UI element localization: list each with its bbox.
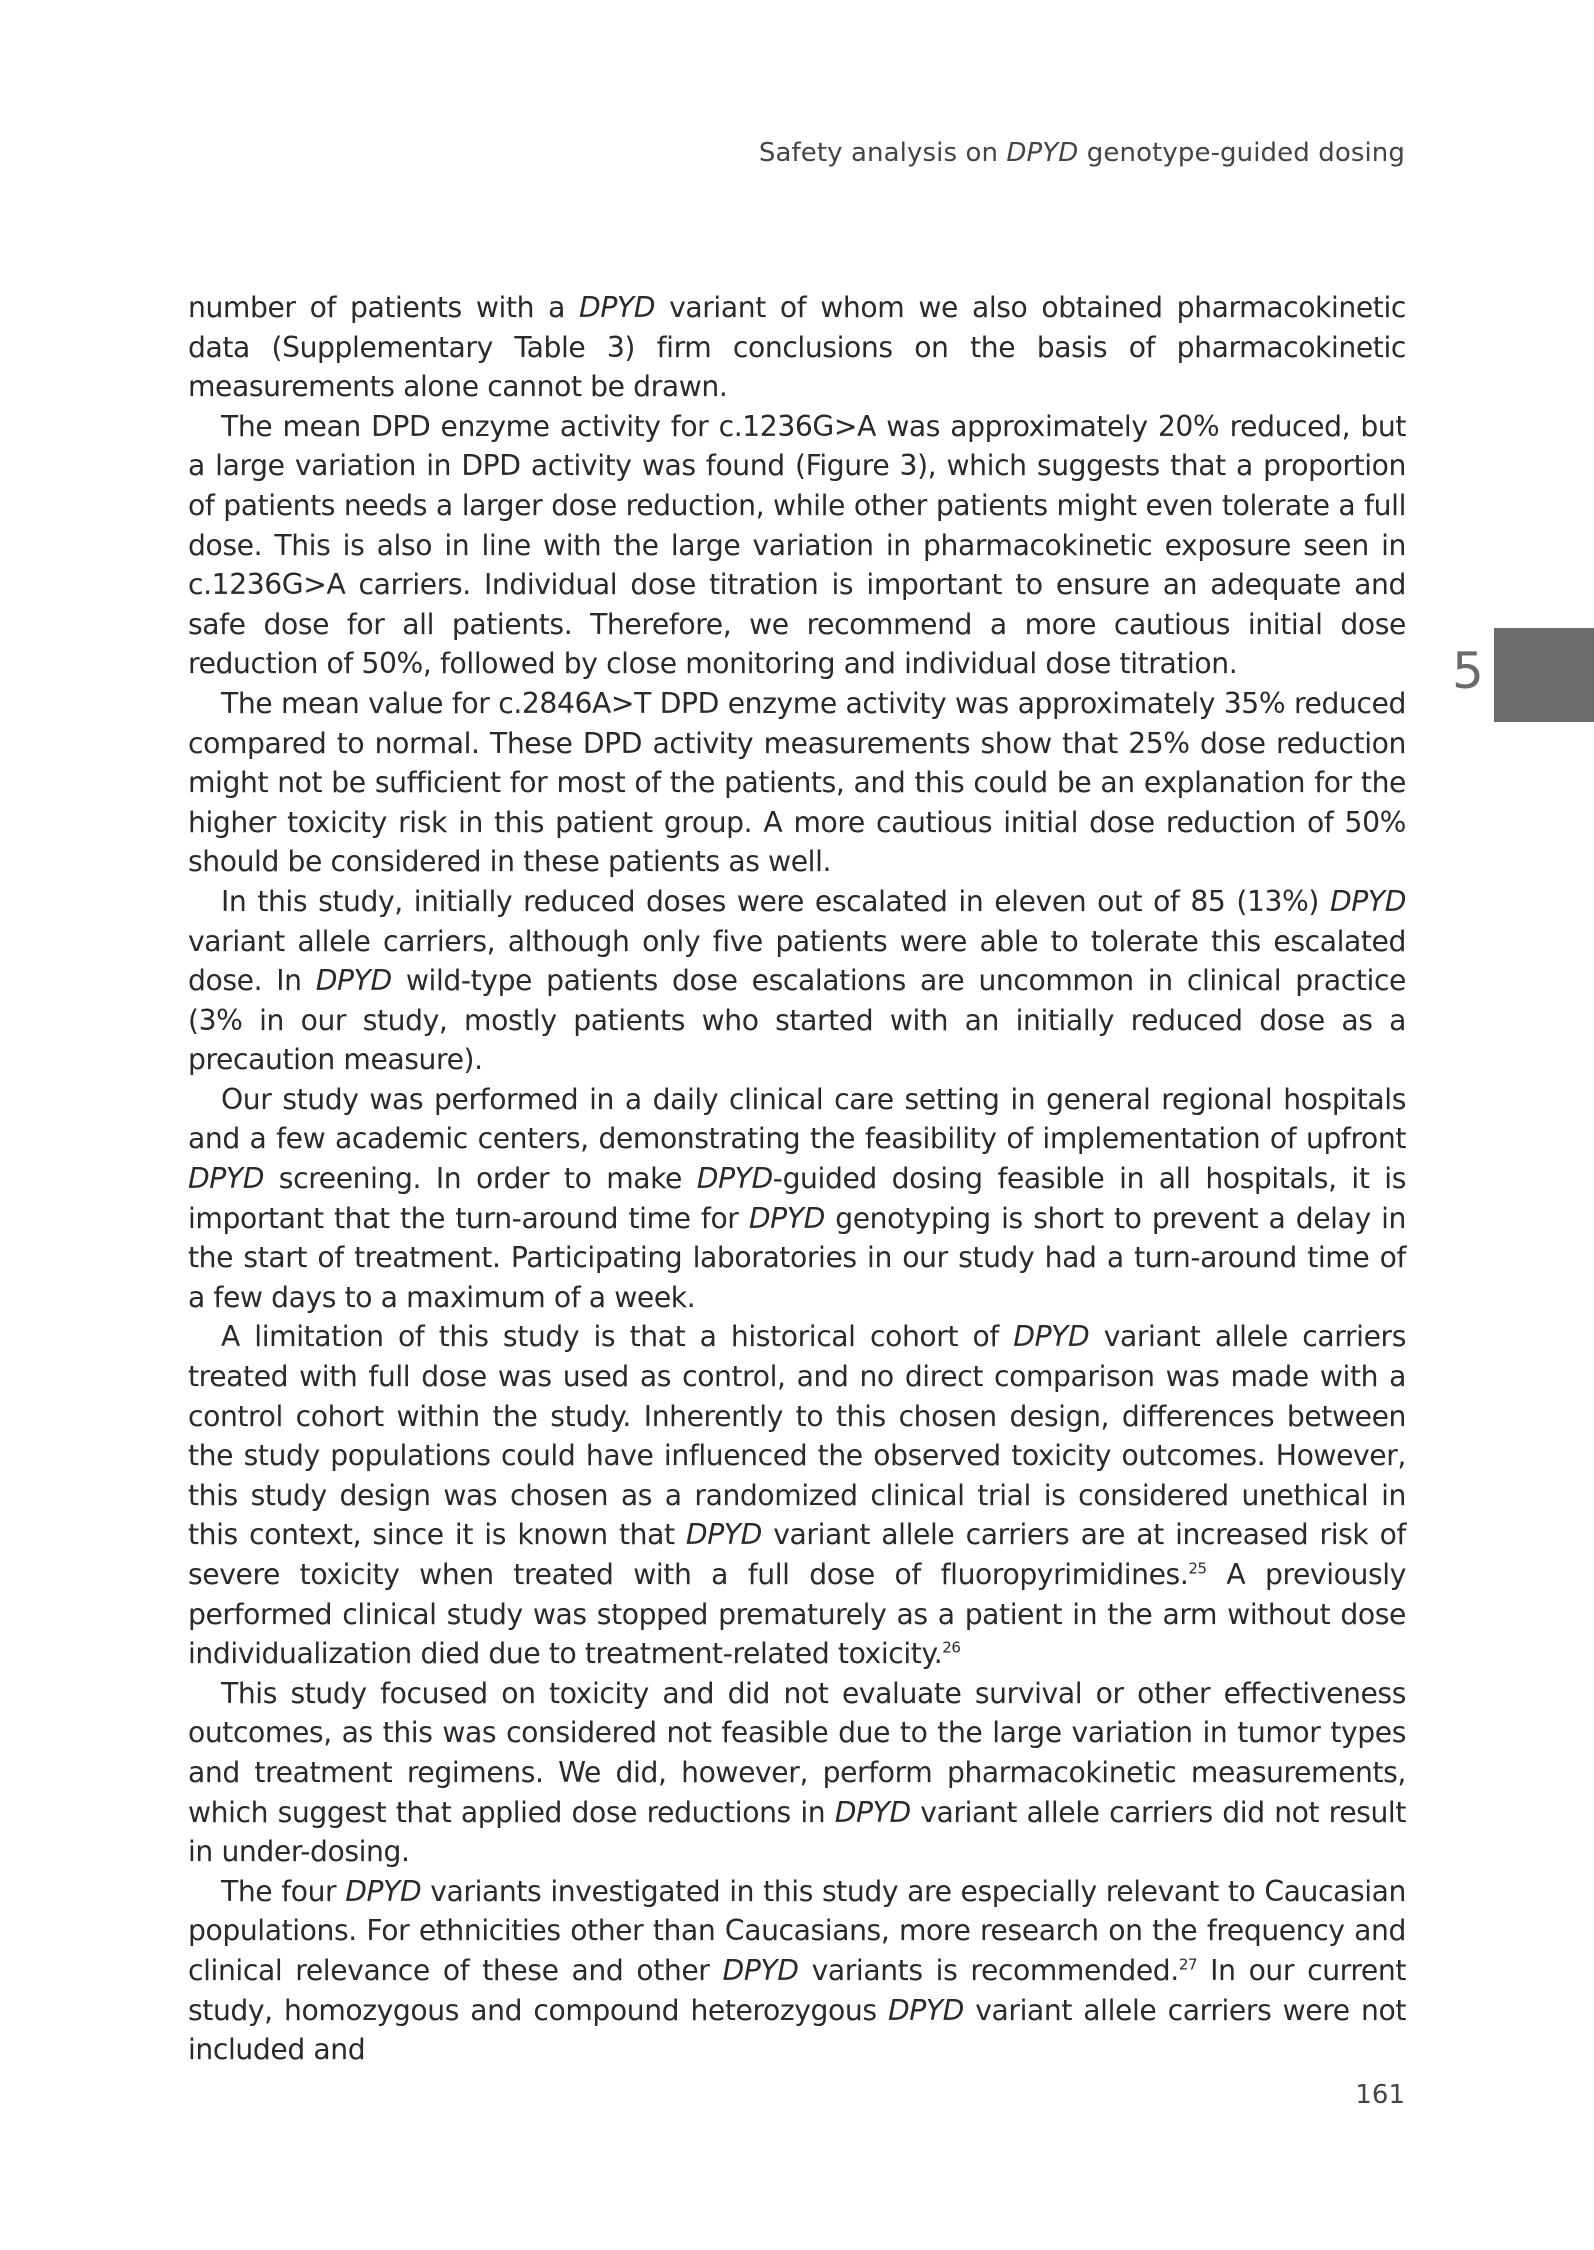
text-run: -guided dosing feasible in all hospitals, it is important that the turn-around time for bbox=[188, 1162, 1406, 1235]
body-paragraph bbox=[188, 684, 1406, 882]
body-paragraph bbox=[188, 1674, 1406, 1872]
body-paragraph bbox=[188, 1317, 1406, 1673]
gene-name: DPYD bbox=[722, 1953, 799, 1987]
text-run: In our current study, homozygous and compound heterozygous bbox=[188, 1953, 1406, 2027]
gene-name: DPYD bbox=[579, 291, 656, 324]
text-run: This study focused on toxicity and did not evaluate survival or other effectiveness outcomes, as this was considered not feasible due to the large variation in tumor types and treatment regimens. We did, however, perform pharmacokinetic measurements, which suggest that applied dose reductions in bbox=[188, 1676, 1406, 1829]
gene-name: DPYD bbox=[685, 1518, 762, 1552]
chapter-tab bbox=[1494, 628, 1594, 722]
citation-superscript: 26 bbox=[942, 1638, 961, 1657]
text-run: variant allele carriers did not result in under-dosing. bbox=[188, 1795, 1406, 1869]
header-gene-name: DPYD bbox=[1006, 138, 1079, 168]
text-run: number of patients with a bbox=[188, 291, 580, 324]
text-run: A limitation of this study is that a historical cohort of bbox=[221, 1320, 1014, 1354]
text-run: screening. In order to make bbox=[264, 1162, 697, 1196]
header-text-pre: Safety analysis on bbox=[758, 138, 1007, 168]
gene-name: DPYD bbox=[887, 1993, 964, 2027]
text-run: The mean value for c.2846A>T DPD enzyme activity was approximately 35% reduced compared to normal. These DPD activity measurements show that 25% dose reduction might not be sufficient for most of the patients, and this could be an explanation for the higher toxicity risk in this patient group. A more cautious initial dose reduction of 50% should be considered in these patients as well. bbox=[188, 686, 1406, 879]
text-run: variant allele carriers are at increased risk of severe toxicity when treated with a full dose of fluoropyrimidines. bbox=[188, 1518, 1406, 1591]
gene-name: DPYD bbox=[188, 1162, 265, 1196]
body-paragraph bbox=[188, 288, 1406, 407]
text-run: Our study was performed in a daily clinical care setting in general regional hospitals and a few academic centers, demonstrating the feasibility of implementation of upfront bbox=[188, 1082, 1406, 1156]
body-paragraph bbox=[188, 407, 1406, 684]
text-run: The four bbox=[221, 1874, 346, 1908]
body-paragraph bbox=[188, 1872, 1406, 2070]
text-run: The mean DPD enzyme activity for c.1236G>A was approximately 20% reduced, but a large variation in DPD activity was found (Figure 3), which suggests that a proportion of patients needs a larger dose reduction, while other patients might even tolerate a full dose. This is also in line with the large variation in pharmacokinetic exposure seen in c.1236G>A carriers. Individual dose titration is important to ensure an adequate and safe dose for all patients. Therefore, we recommend a more cautious initial dose reduction of 50%, followed by close monitoring and individual dose titration. bbox=[188, 409, 1406, 681]
text-run: wild-type patients dose escalations are uncommon in clinical practice (3% in our study, mostly patients who started with an initially reduced dose as a precaution measure). bbox=[188, 964, 1407, 1077]
citation-superscript: 25 bbox=[1188, 1559, 1207, 1578]
text-run: variant allele carriers, although only five patients were able to tolerate this escalated dose. In bbox=[188, 924, 1406, 998]
gene-name: DPYD bbox=[1329, 884, 1406, 918]
text-run: In this study, initially reduced doses were escalated in eleven out of 85 (13%) bbox=[221, 884, 1330, 918]
citation-superscript: 27 bbox=[1178, 1955, 1198, 1974]
gene-name: DPYD bbox=[315, 964, 392, 998]
gene-name: DPYD bbox=[834, 1795, 911, 1829]
page-number: 161 bbox=[1355, 2080, 1405, 2110]
body-text bbox=[188, 288, 1406, 2070]
text-run: variants investigated in this study are especially relevant to Caucasian populations. For ethnicities other than Caucasians, more research on the frequency and clinical relevance of these and other bbox=[188, 1874, 1407, 1987]
text-run: variants is recommended. bbox=[798, 1953, 1179, 1987]
gene-name: DPYD bbox=[1013, 1320, 1090, 1354]
text-run: variant allele carriers treated with full dose was used as control, and no direct comparison was made with a control cohort within the study. Inherently to this chosen design, differences between the study populations could have influenced the observed toxicity outcomes. However, this study design was chosen as a randomized clinical trial is considered unethical in this context, since it is known that bbox=[188, 1320, 1406, 1552]
running-header bbox=[759, 138, 1405, 168]
gene-name: DPYD bbox=[748, 1201, 825, 1235]
gene-name: DPYD bbox=[696, 1162, 773, 1196]
body-paragraph bbox=[188, 1080, 1406, 1318]
gene-name: DPYD bbox=[345, 1874, 422, 1908]
text-run: A previously performed clinical study was stopped prematurely as a patient in the arm without dose individualization died due to treatment-related toxicity. bbox=[188, 1558, 1406, 1671]
chapter-number: 5 bbox=[1452, 642, 1484, 700]
text-run: variant of whom we also obtained pharmacokinetic data (Supplementary Table 3) firm conclusions on the basis of pharmacokinetic measurements alone cannot be drawn. bbox=[188, 291, 1406, 404]
header-text-post: genotype-guided dosing bbox=[1078, 138, 1405, 168]
text-run: variant allele carriers were not included and bbox=[188, 1993, 1406, 2067]
text-run: genotyping is short to prevent a delay in the start of treatment. Participating laboratories in our study had a turn-around time of a few days to a maximum of a week. bbox=[188, 1201, 1406, 1314]
body-paragraph bbox=[188, 882, 1406, 1080]
